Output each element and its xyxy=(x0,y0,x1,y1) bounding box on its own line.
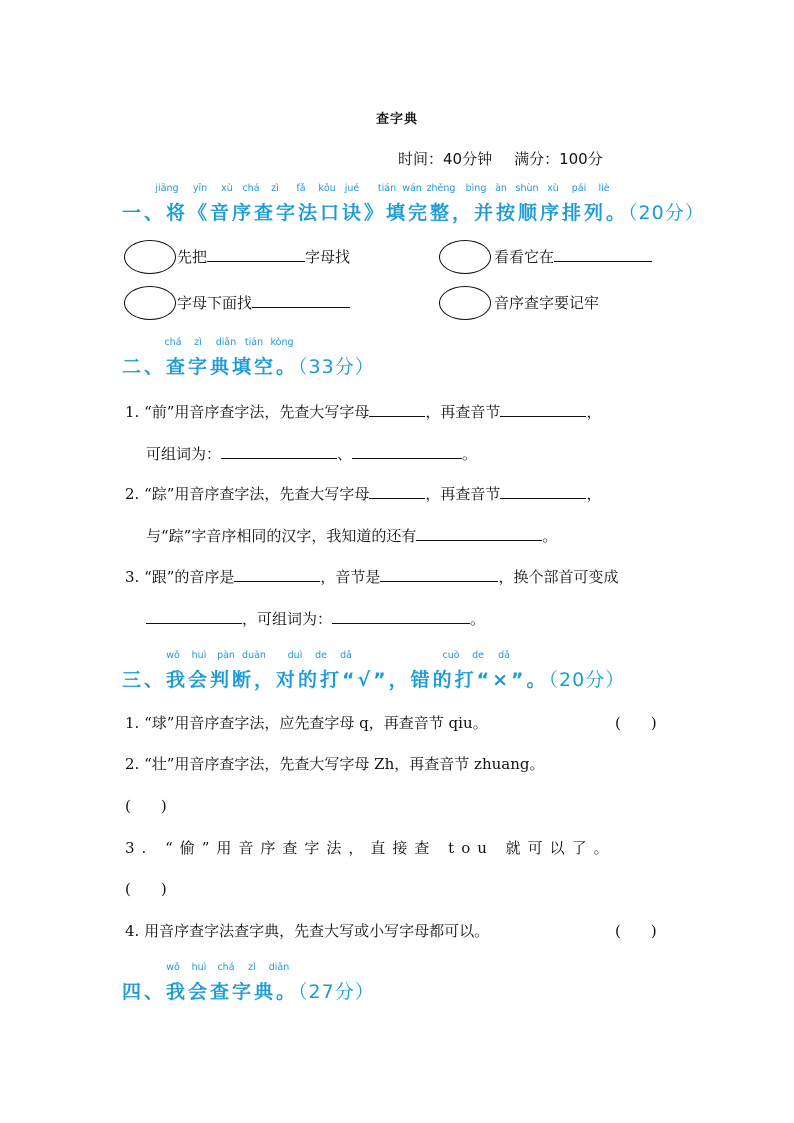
pinyin: yīn xyxy=(192,183,208,194)
section4-heading xyxy=(122,977,375,1004)
section2-pinyin xyxy=(0,337,794,349)
pinyin: zì xyxy=(194,337,202,348)
section3-points: （20分） xyxy=(548,669,626,691)
blank[interactable] xyxy=(221,444,337,459)
question-text: ，再查音节 xyxy=(425,403,501,421)
rhyme-line-1 xyxy=(177,246,350,267)
judge-1 xyxy=(125,712,488,733)
section2-heading xyxy=(122,352,375,379)
pinyin: duàn xyxy=(242,650,266,661)
question-2-3-words xyxy=(146,608,485,629)
section1-heading xyxy=(122,198,705,225)
judge-4 xyxy=(125,920,489,941)
time-limit: 时间：40分钟 xyxy=(398,150,493,168)
pinyin: wǒ xyxy=(166,650,180,661)
question-text: ，音节是 xyxy=(320,568,381,586)
question-text: ，换个部首可变成 xyxy=(498,568,619,586)
section1-pinyin xyxy=(0,183,794,195)
pinyin: chá xyxy=(164,337,182,348)
question-text: 。 xyxy=(462,445,478,463)
section4-pinyin xyxy=(0,962,794,974)
pinyin: duì xyxy=(287,650,303,661)
pinyin: wǒ xyxy=(166,962,180,973)
judge-3 xyxy=(125,837,616,858)
question-text: 4. 用音序查字法查字典，先查大写或小写字母都可以。 xyxy=(125,922,490,940)
rhyme-line-4 xyxy=(494,292,599,313)
section2-heading-text: 二、查字典填空。 xyxy=(122,356,299,378)
order-oval-2[interactable] xyxy=(439,240,491,274)
pinyin: huì xyxy=(191,962,207,973)
section2-points: （33分） xyxy=(298,356,375,378)
question-text: 1. “球”用音序查字法，应先查字母 q，再查音节 qiu。 xyxy=(125,714,488,732)
pinyin: bìng xyxy=(465,183,487,194)
question-text: 3. “偷”用音序查字法，直接查 tou 就可以了。 xyxy=(125,839,616,857)
question-2-1-words xyxy=(146,443,477,464)
section3-pinyin xyxy=(0,650,794,662)
rhyme-text: 字母下面找 xyxy=(177,294,253,312)
full-score: 满分：100分 xyxy=(514,150,603,168)
question-2-2 xyxy=(125,483,601,504)
blank[interactable] xyxy=(554,247,652,262)
question-text: ，再查音节 xyxy=(425,485,501,503)
pinyin: chá xyxy=(242,183,260,194)
question-text: 2. “壮”用音序查字法，先查大写字母 Zh，再查音节 zhuang。 xyxy=(125,755,545,773)
order-oval-1[interactable] xyxy=(124,240,176,274)
blank[interactable] xyxy=(369,402,425,417)
question-2-2-words xyxy=(146,525,557,546)
question-text: 1. “前”用音序查字法，先查大写字母 xyxy=(125,403,370,421)
pinyin: dǎ xyxy=(498,650,510,661)
question-text: 3. “跟”的音序是 xyxy=(125,568,235,586)
question-text: 、 xyxy=(337,445,353,463)
answer-paren-4[interactable]: ( ) xyxy=(615,922,657,940)
pinyin: liè xyxy=(598,183,610,194)
question-text: 。 xyxy=(542,527,558,545)
blank[interactable] xyxy=(352,444,462,459)
section4-heading-text: 四、我会查字典。 xyxy=(122,981,299,1003)
question-2-3 xyxy=(125,566,618,587)
question-text: ，可组词为： xyxy=(242,610,333,628)
answer-paren-2[interactable]: ( ) xyxy=(125,797,167,815)
section3-heading xyxy=(122,665,625,692)
blank[interactable] xyxy=(234,567,320,582)
blank[interactable] xyxy=(332,609,470,624)
pinyin: huì xyxy=(191,650,207,661)
pinyin: fǎ xyxy=(296,183,306,194)
section1-points: （20分） xyxy=(628,202,705,224)
pinyin: jué xyxy=(344,183,360,194)
rhyme-text: 先把 xyxy=(177,248,208,266)
rhyme-text: 看看它在 xyxy=(494,248,555,266)
question-text: 2. “踪”用音序查字法，先查大写字母 xyxy=(125,485,370,503)
blank[interactable] xyxy=(369,484,425,499)
rhyme-text: 音序查字要记牢 xyxy=(494,294,600,312)
pinyin: de xyxy=(315,650,327,661)
pinyin: tián xyxy=(377,183,397,194)
pinyin: pàn xyxy=(217,650,235,661)
question-2-1 xyxy=(125,401,601,422)
pinyin: kòng xyxy=(270,337,294,348)
question-text: ， xyxy=(586,403,602,421)
exam-meta xyxy=(398,148,625,169)
blank[interactable] xyxy=(380,567,498,582)
rhyme-line-2 xyxy=(494,246,652,267)
pinyin: tián xyxy=(244,337,264,348)
pinyin: zhěng xyxy=(426,183,456,194)
pinyin: jiāng xyxy=(155,183,179,194)
pinyin: wán xyxy=(402,183,422,194)
section1-heading-text: 一、将《音序查字法口诀》填完整，并按顺序排列。 xyxy=(122,202,629,224)
pinyin: cuò xyxy=(442,650,460,661)
order-oval-4[interactable] xyxy=(439,286,491,320)
pinyin: kǒu xyxy=(318,183,336,194)
section4-points: （27分） xyxy=(298,981,375,1003)
section3-heading-text: 三、我会判断，对的打“√”，错的打“×”。 xyxy=(122,669,549,691)
page-title: 查字典 xyxy=(375,112,418,127)
question-text: 与“踪”字音序相同的汉字，我知道的还有 xyxy=(146,527,417,545)
order-oval-3[interactable] xyxy=(124,286,176,320)
pinyin: diǎn xyxy=(268,962,290,973)
pinyin: xù xyxy=(547,183,559,194)
answer-paren-3[interactable]: ( ) xyxy=(125,880,167,898)
blank[interactable] xyxy=(500,484,586,499)
pinyin: xù xyxy=(221,183,233,194)
answer-paren-1[interactable]: ( ) xyxy=(615,714,657,732)
pinyin: dǎ xyxy=(340,650,352,661)
judge-2 xyxy=(125,753,544,774)
pinyin: pái xyxy=(571,183,587,194)
blank[interactable] xyxy=(252,293,350,308)
question-text: 。 xyxy=(470,610,486,628)
blank[interactable] xyxy=(500,402,586,417)
pinyin: de xyxy=(472,650,484,661)
rhyme-line-3 xyxy=(177,292,350,313)
rhyme-text: 字母找 xyxy=(305,248,351,266)
pinyin: zì xyxy=(271,183,279,194)
blank[interactable] xyxy=(207,247,305,262)
pinyin: àn xyxy=(495,183,507,194)
pinyin: zì xyxy=(248,962,256,973)
question-text: 可组词为： xyxy=(146,445,222,463)
blank[interactable] xyxy=(146,609,242,624)
question-text: ， xyxy=(586,485,602,503)
pinyin: shùn xyxy=(515,183,539,194)
blank[interactable] xyxy=(416,526,542,541)
pinyin: diǎn xyxy=(215,337,237,348)
pinyin: chá xyxy=(217,962,235,973)
